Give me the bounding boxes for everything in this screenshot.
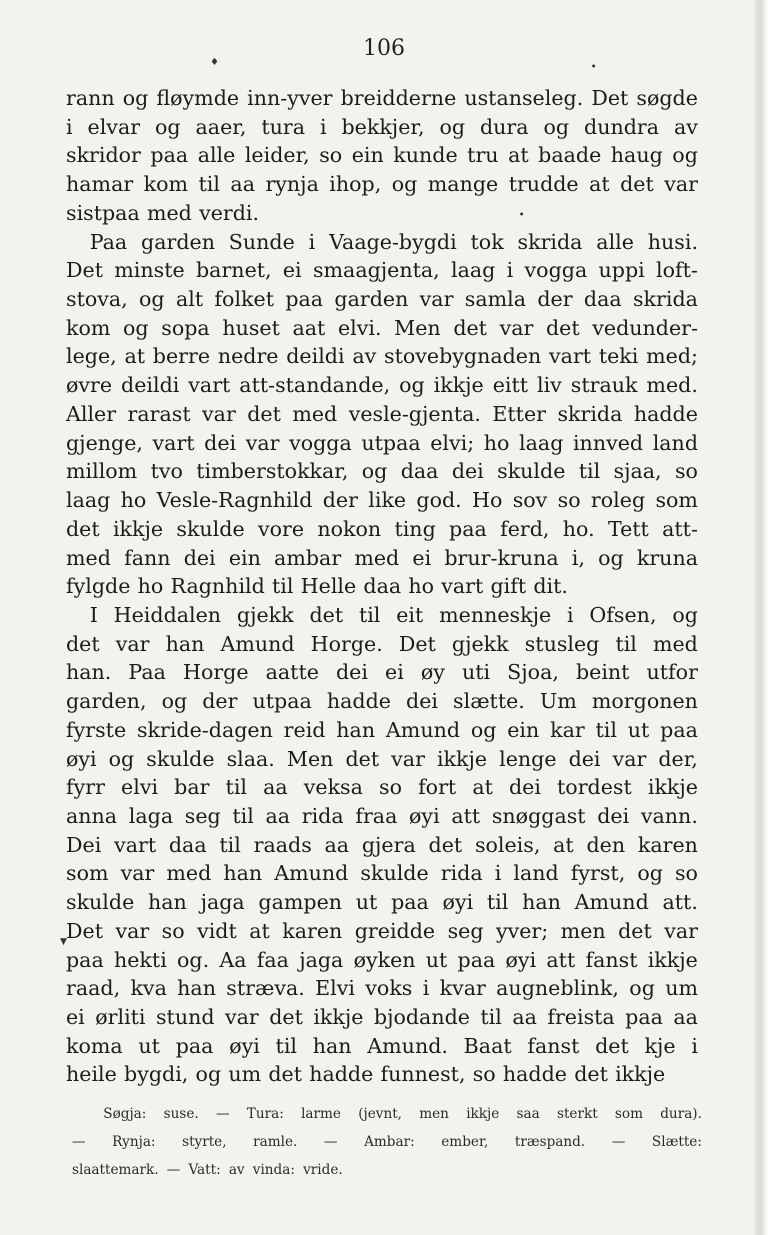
ink-speck: ♦ [210,57,219,68]
text-line: det ikkje skulde vore nokon ting paa ferd, ho. Tett att- [66,516,698,541]
text-line: lege, at berre nedre deildi av stovebygnaden vart teki med; [66,344,698,369]
text-line: fylgde ho Ragnhild til Helle daa ho vart gift dit. [66,574,568,599]
text-line: laag ho Vesle-Ragnhild der like god. Ho sov so roleg som [66,488,698,513]
paragraph [66,228,698,601]
text-line: raad, kva han stræva. Elvi voks i kvar augneblink, og um [66,976,698,1001]
text-line: i elvar og aaer, tura i bekkjer, og dura og dundra av [66,114,698,139]
text-line: rann og fløymde inn-yver breidderne ustanseleg. Det søgde [66,86,698,110]
page-edge-shadow [754,0,768,1235]
main-text [66,84,698,1089]
text-line: skulde han jaga gampen ut paa øyi til han Amund att. [66,890,698,915]
text-line: som var med han Amund skulde rida i land fyrst, og so [66,861,698,886]
text-line: Det minste barnet, ei smaagjenta, laag i vogga uppi loft- [66,258,698,283]
text-line: han. Paa Horge aatte dei ei øy uti Sjoa, beint utfor [66,660,698,685]
ink-speck: ● [520,211,524,216]
text-line: ei ørliti stund var det ikkje bjodande til aa freista paa aa [66,1005,698,1029]
text-line: hamar kom til aa rynja ihop, og mange trudde at det var [66,172,698,197]
text-line: sistpaa med verdi. [66,200,260,225]
text-line: heile bygdi, og um det hadde funnest, so hadde det ikkje [66,1062,666,1087]
text-line: gjenge, vart dei var vogga utpaa elvi; ho laag innved land [66,430,698,455]
text-line: anna laga seg til aa rida fraa øyi att snøggast dei vann. [66,803,698,828]
page-number: 106 [363,36,405,61]
text-line: øvre deildi vart att-standande, og ikkje eitt liv strauk med. [66,373,698,398]
ink-speck: ● [592,63,596,68]
text-line: fyrr elvi bar til aa veksa so fort at dei tordest ikkje [66,775,698,800]
text-line: Paa garden Sunde i Vaage-bygdi tok skrida alle husi. [89,229,698,254]
footnote-line: — Rynja: styrte, ramle. — Ambar: ember, træspand. — Slætte: [72,1134,702,1150]
text-line: stova, og alt folket paa garden var samla der daa skrida [66,287,698,312]
text-line: paa hekti og. Aa faa jaga øyken ut paa øyi att fanst ikkje [66,947,698,972]
footnote-line: Søgja: suse. — Tura: larme (jevnt, men ikkje saa sterkt som dura). [103,1106,702,1122]
paragraph [66,84,698,228]
ink-speck: ▼ [60,937,67,947]
footnotes [72,1100,702,1184]
text-line: det var han Amund Horge. Det gjekk stusleg til med [66,631,698,656]
text-line: I Heiddalen gjekk det til eit menneskje i Ofsen, og [89,602,698,627]
text-line: med fann dei ein ambar med ei brur-kruna i, og kruna [66,545,698,570]
text-line: koma ut paa øyi til han Amund. Baat fanst det kje i [66,1033,698,1058]
footnote-line: slaattemark. — Vatt: av vinda: vride. [72,1162,343,1178]
text-line: Dei vart daa til raads aa gjera det soleis, at den karen [66,832,698,857]
text-line: Det var so vidt at karen greidde seg yver; men det var [66,918,698,943]
text-line: skridor paa alle leider, so ein kunde tru at baade haug og [66,143,698,168]
text-line: kom og sopa huset aat elvi. Men det var det vedunder- [66,315,698,340]
text-line: garden, og der utpaa hadde dei slætte. Um morgonen [66,689,698,714]
text-line: millom tvo timberstokkar, og daa dei skulde til sjaa, so [66,459,698,484]
text-line: fyrste skride-dagen reid han Amund og ein kar til ut paa [66,717,698,742]
text-line: øyi og skulde slaa. Men det var ikkje lenge dei var der, [66,746,698,771]
paragraph [66,601,698,1089]
text-line: Aller rarast var det med vesle-gjenta. Etter skrida hadde [66,401,698,426]
